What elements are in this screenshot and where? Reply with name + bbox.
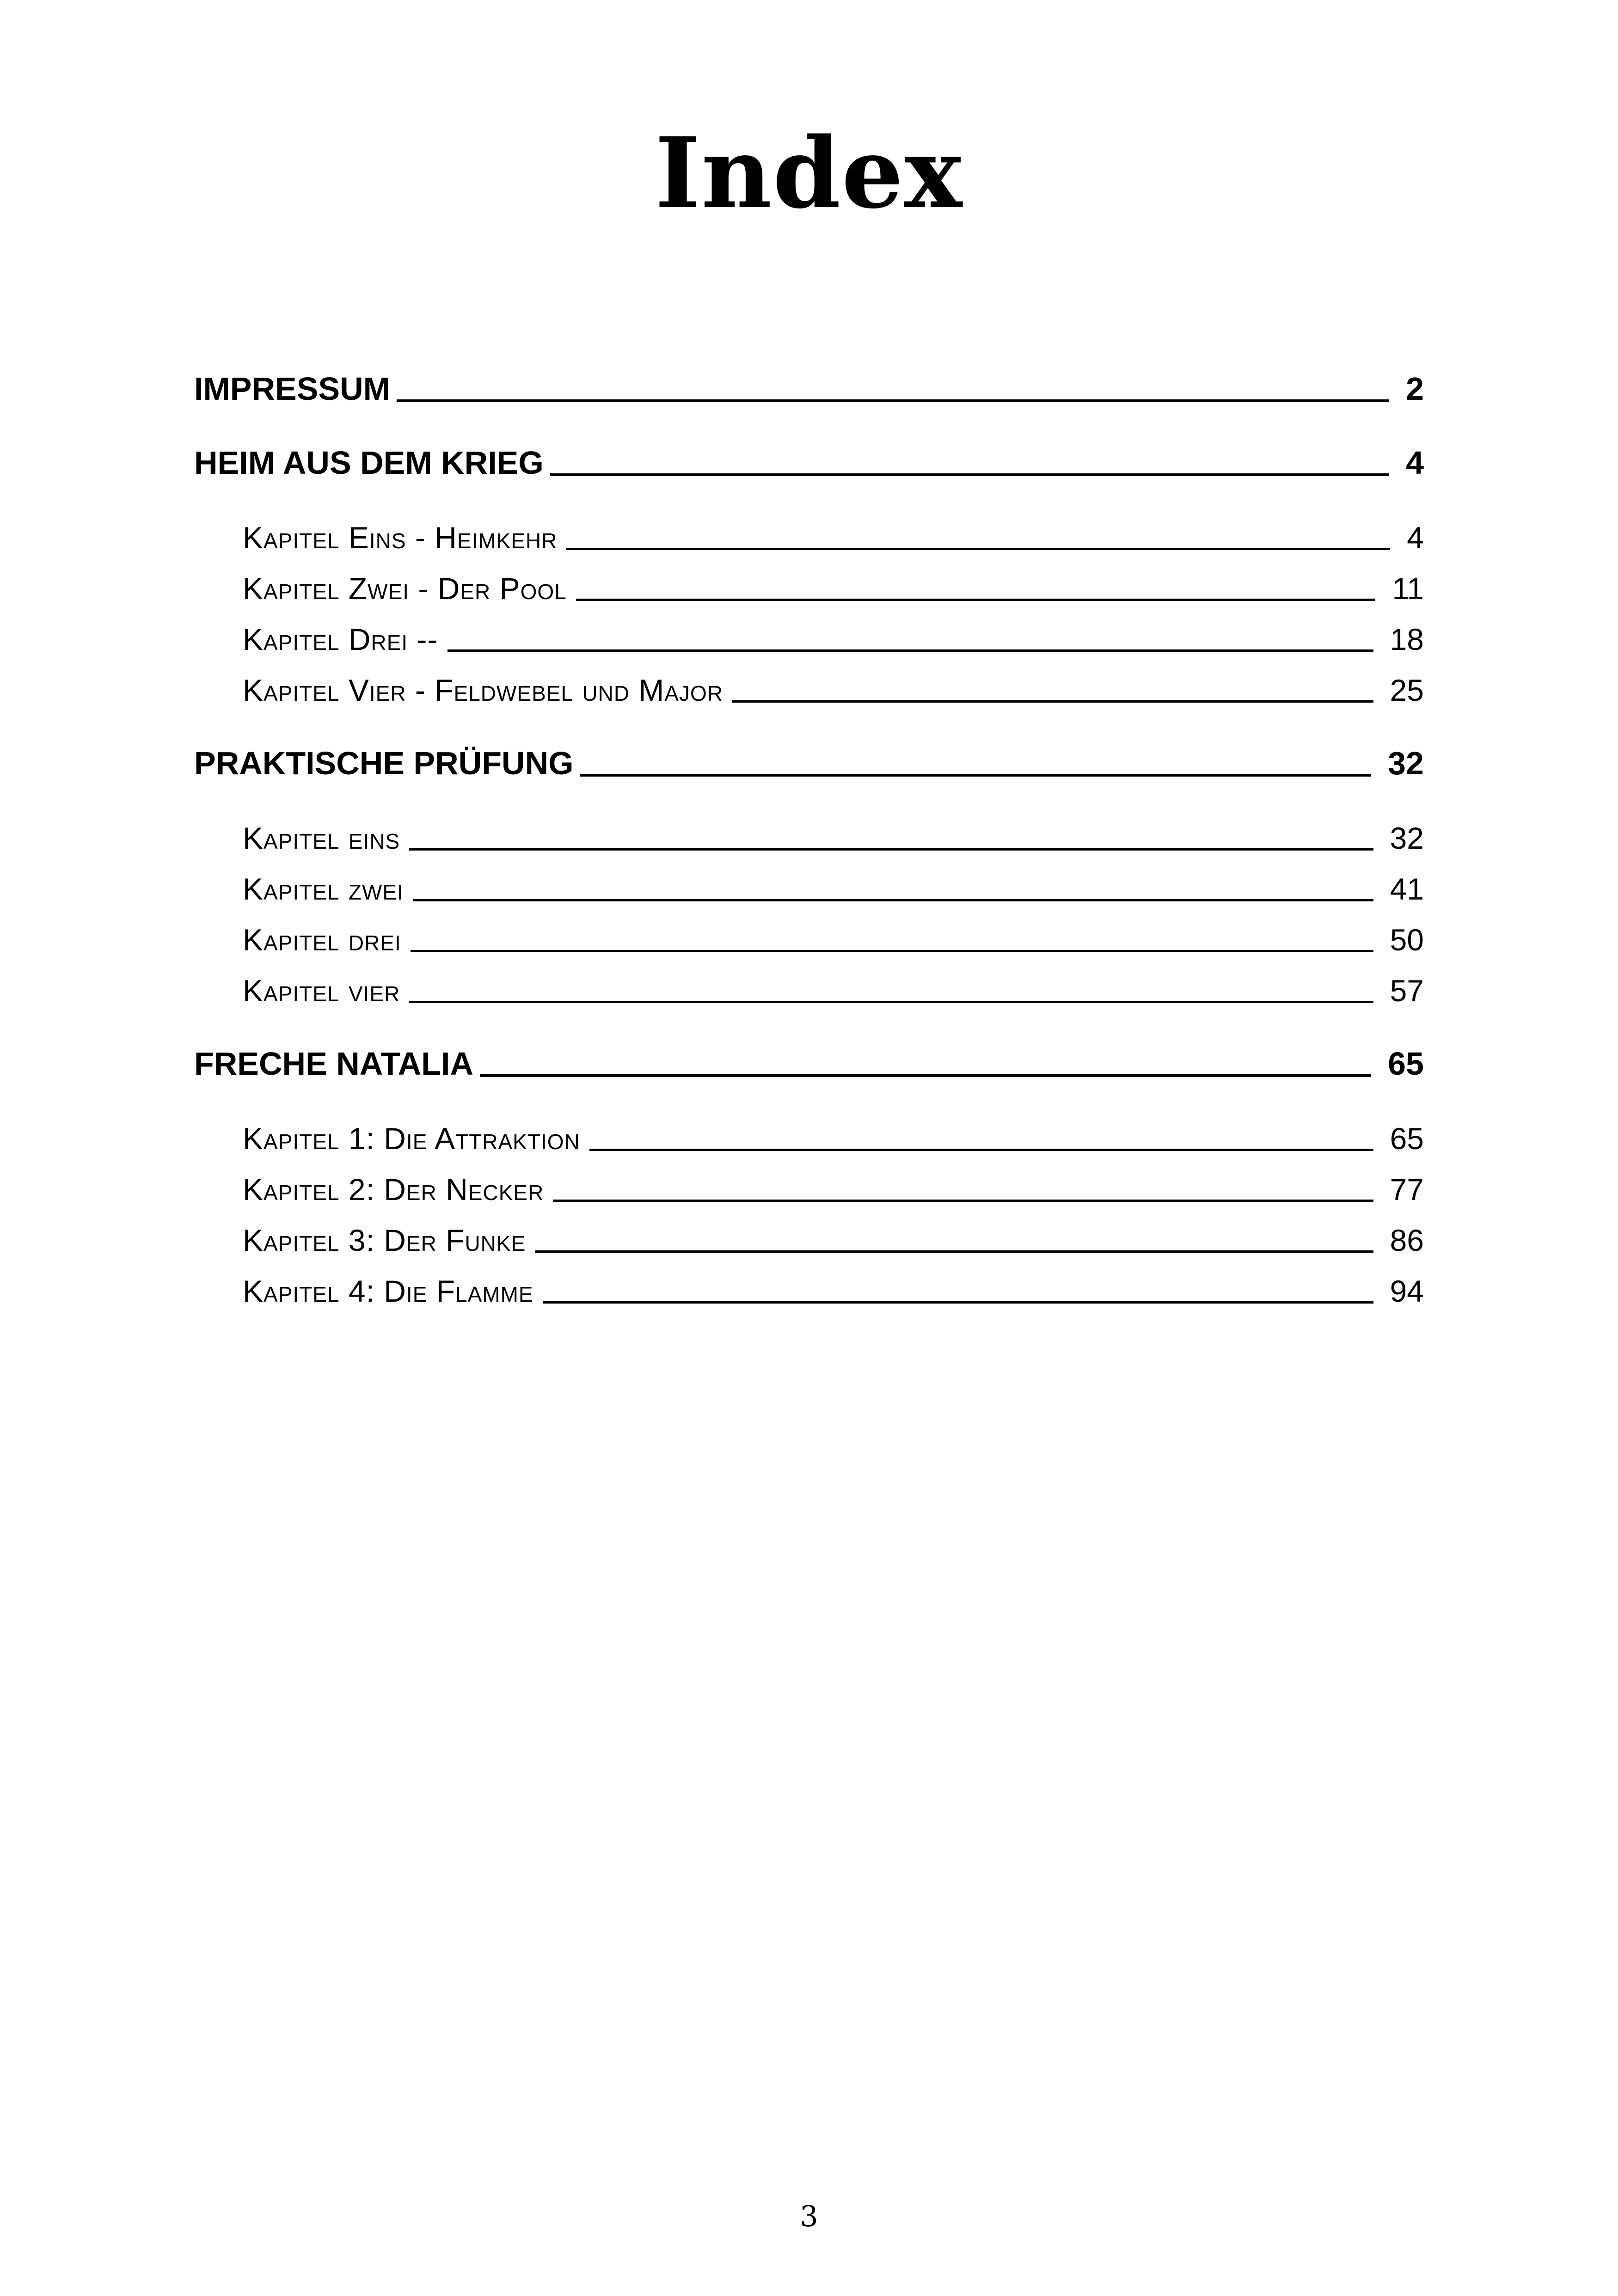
toc-section-title: FRECHE NATALIA — [194, 1046, 474, 1082]
toc-page-number: 11 — [1392, 571, 1424, 606]
toc-chapter[interactable] — [243, 1168, 1424, 1206]
toc-chapter-title: Kapitel 2: Der Necker — [243, 1172, 544, 1206]
toc-chapter[interactable] — [243, 618, 1424, 656]
toc-section-title: IMPRESSUM — [194, 371, 390, 407]
toc-section[interactable] — [194, 365, 1424, 407]
toc-section[interactable] — [194, 439, 1424, 481]
toc-chapter-title: Kapitel Eins - Heimkehr — [243, 520, 558, 555]
toc-chapter-title: Kapitel 4: Die Flamme — [243, 1274, 533, 1308]
toc-chapter-title: Kapitel Zwei - Der Pool — [243, 571, 567, 606]
toc-leader-line — [447, 649, 1373, 652]
toc-page-number: 50 — [1390, 923, 1424, 957]
toc-chapter-title: Kapitel 1: Die Attraktion — [243, 1121, 580, 1156]
toc-page-number: 57 — [1390, 974, 1424, 1008]
toc-page-number: 94 — [1390, 1274, 1424, 1308]
toc-leader-line — [480, 1074, 1371, 1077]
toc-chapter[interactable] — [243, 969, 1424, 1008]
toc-page-number: 18 — [1390, 622, 1424, 656]
toc-page-number: 65 — [1388, 1046, 1424, 1082]
toc-chapter-title: Kapitel Drei -- — [243, 622, 438, 656]
toc-chapter[interactable] — [243, 867, 1424, 906]
toc-leader-line — [409, 848, 1373, 851]
toc-chapter-title: Kapitel eins — [243, 821, 400, 855]
toc-page-number: 77 — [1390, 1172, 1424, 1206]
toc-section[interactable] — [194, 740, 1424, 781]
toc-leader-line — [566, 548, 1390, 550]
toc-page-number: 32 — [1388, 745, 1424, 781]
toc-chapter-title: Kapitel drei — [243, 923, 401, 957]
toc-leader-line — [550, 473, 1389, 476]
toc-chapter-title: Kapitel 3: Der Funke — [243, 1223, 526, 1257]
toc-page-number: 2 — [1406, 371, 1424, 407]
toc-leader-line — [397, 399, 1389, 402]
toc-chapter[interactable] — [243, 567, 1424, 606]
toc-page-number: 25 — [1390, 673, 1424, 707]
toc-section-title: PRAKTISCHE PRÜFUNG — [194, 745, 574, 781]
toc-leader-line — [589, 1149, 1373, 1151]
toc-chapter[interactable] — [243, 816, 1424, 855]
toc-page-number: 4 — [1407, 520, 1424, 555]
toc-chapter[interactable] — [243, 1117, 1424, 1156]
toc-leader-line — [413, 899, 1373, 901]
toc-leader-line — [535, 1250, 1373, 1253]
toc-page-number: 41 — [1390, 872, 1424, 906]
toc-leader-line — [409, 1001, 1373, 1003]
toc-page-number: 4 — [1406, 445, 1424, 481]
page-number: 3 — [800, 2199, 818, 2233]
toc-page-number: 86 — [1390, 1223, 1424, 1257]
toc-chapter[interactable] — [243, 1269, 1424, 1308]
toc-page-number: 32 — [1390, 821, 1424, 855]
toc-chapter[interactable] — [243, 516, 1424, 555]
toc-leader-line — [580, 774, 1372, 777]
toc-chapter[interactable] — [243, 918, 1424, 957]
toc-leader-line — [576, 599, 1376, 601]
toc-chapter-title: Kapitel vier — [243, 974, 400, 1008]
toc-section[interactable] — [194, 1040, 1424, 1082]
toc-leader-line — [553, 1200, 1373, 1202]
toc-chapter[interactable] — [243, 668, 1424, 707]
toc-chapter-title: Kapitel zwei — [243, 872, 404, 906]
toc-chapter-title: Kapitel Vier - Feldwebel und Major — [243, 673, 723, 707]
toc-section-title: HEIM AUS DEM KRIEG — [194, 445, 544, 481]
toc-chapter[interactable] — [243, 1218, 1424, 1257]
page-title: Index — [655, 116, 963, 230]
toc-leader-line — [543, 1301, 1373, 1304]
toc-leader-line — [732, 700, 1373, 703]
toc-page-number: 65 — [1390, 1121, 1424, 1156]
toc-leader-line — [411, 950, 1373, 952]
